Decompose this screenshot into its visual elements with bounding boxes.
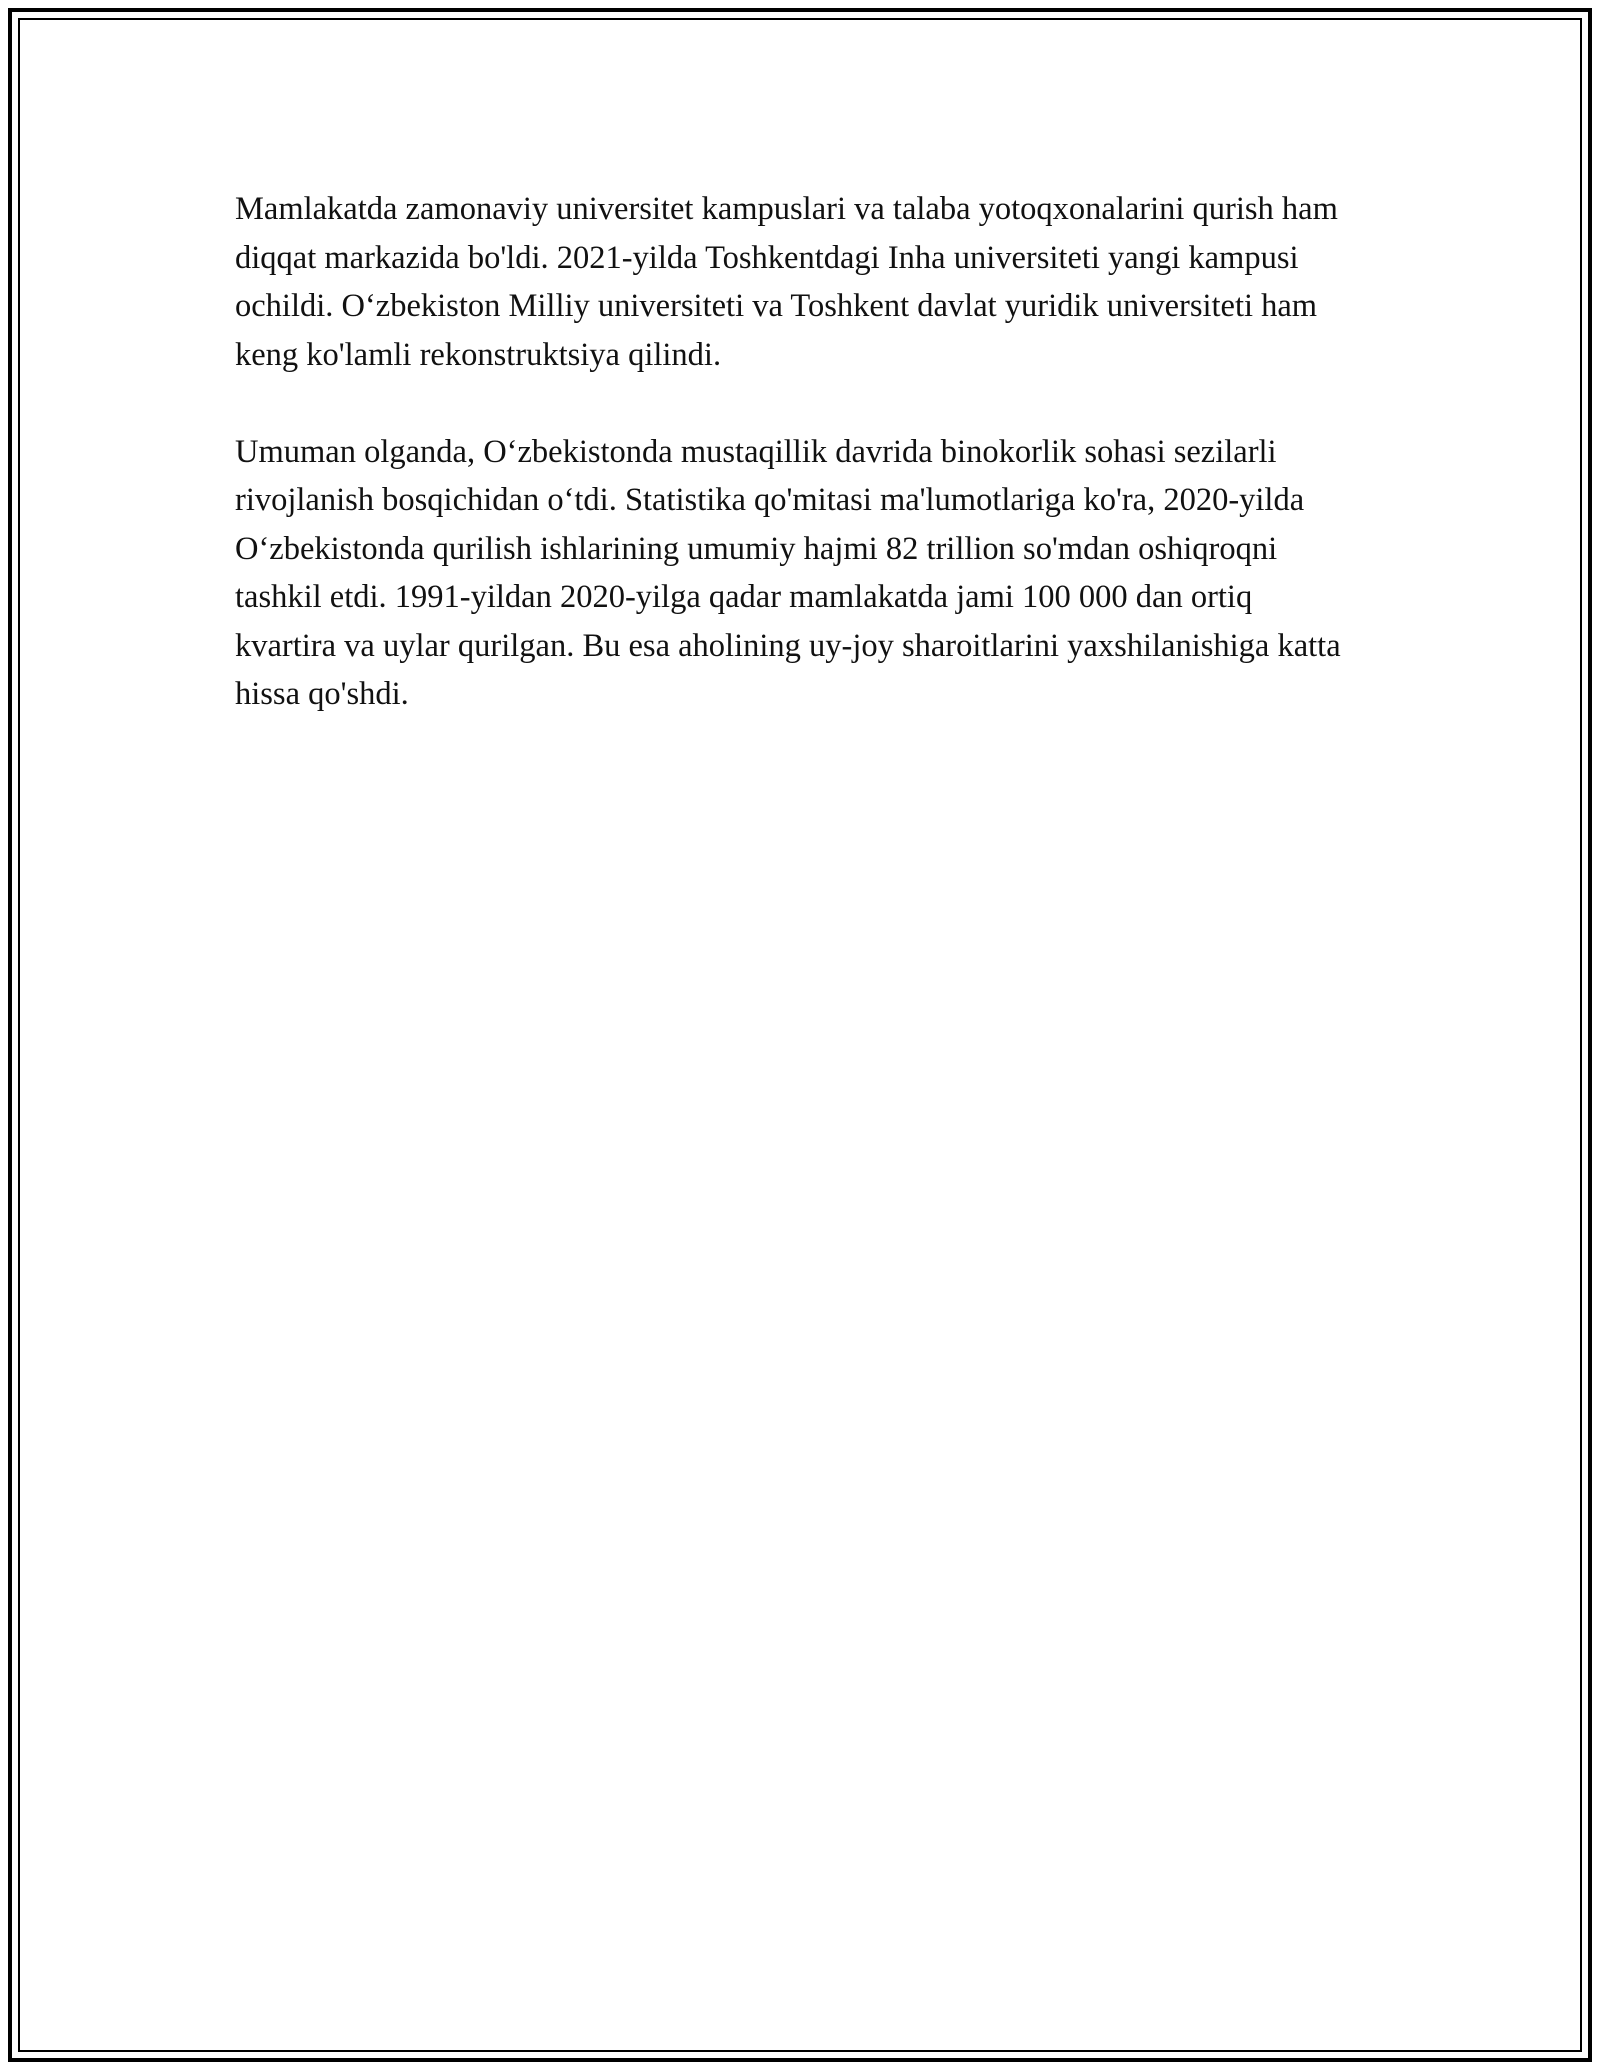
paragraph-construction-summary: Umuman olganda, O‘zbekistonda mustaqillik davrida binokorlik sohasi sezilarli rivojlanish bosqichidan o‘tdi. Statistika qo'mitasi ma'lumotlariga ko'ra, 2020-yilda O‘zbekistonda qurilish ishlarining umumiy hajmi 82 trillion so'mdan oshiqroqni tashkil etdi. 1991-yildan 2020-yilga qadar mamlakatda jami 100 000 dan ortiq kvartira va uylar qurilgan. Bu esa aholining uy-joy sharoitlarini yaxshilanishiga katta hissa qo'shdi. (235, 433, 1341, 712)
paragraph-universities: Mamlakatda zamonaviy universitet kampuslari va talaba yotoqxonalarini qurish ham diqqat markazida bo'ldi. 2021-yilda Toshkentdagi Inha universiteti yangi kampusi ochildi. O‘zbekiston Milliy universiteti va Toshkent davlat yuridik universiteti ham keng ko'lamli rekonstruktsiya qilindi. (235, 191, 1338, 373)
document-body (235, 185, 1345, 767)
